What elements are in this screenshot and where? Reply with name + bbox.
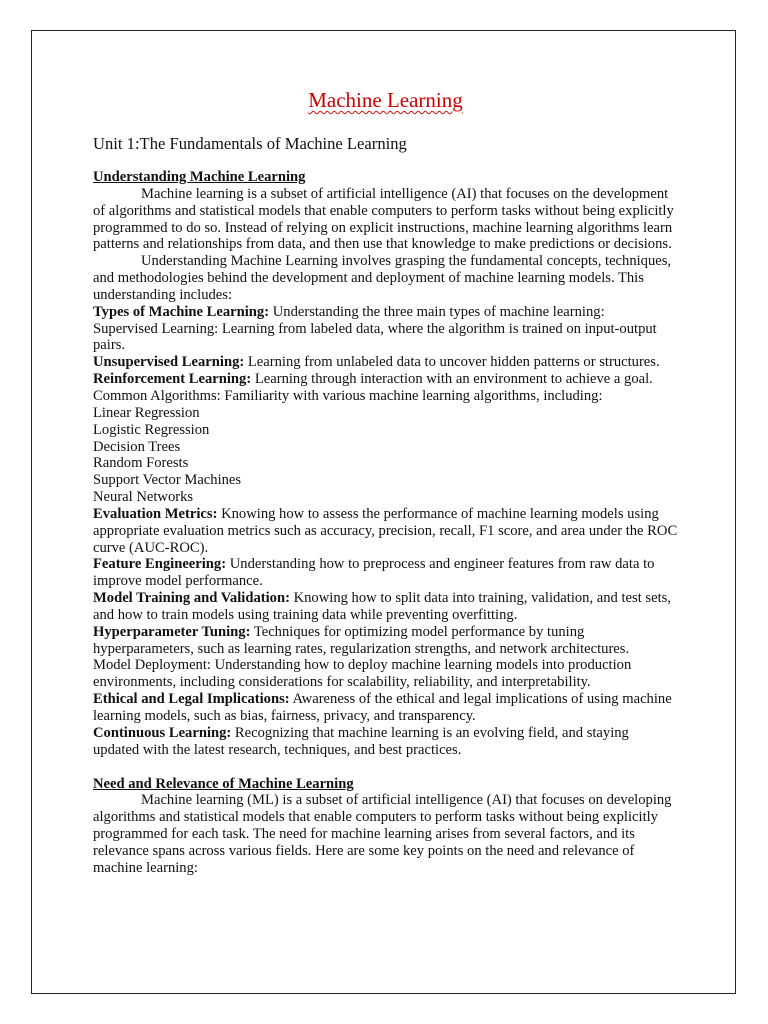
algorithm-item: Support Vector Machines [93, 472, 242, 489]
term-unsupervised: Unsupervised Learning: [93, 354, 245, 371]
algorithm-item: Neural Networks [93, 489, 194, 506]
item-hyperparameter [93, 624, 678, 658]
text-reinforcement: Learning through interaction with an environment to achieve a goal. [251, 371, 653, 388]
item-evaluation-metrics [93, 506, 678, 557]
text-evaluation-metrics: Knowing how to assess the performance of machine learning models using appropriate evaluation metrics such as accuracy, precision, recall, F1 score, and area under the ROC curve (AUC-ROC). [93, 505, 678, 556]
paragraph-need-relevance: Machine learning (ML) is a subset of artificial intelligence (AI) that focuses on developing algorithms and statistical models that enable computers to perform tasks without being explicitly programmed for each task. The need for machine learning arises from several factors, and its relevance spans across various fields. Here are some key points on the need and relevance of machine learning: [93, 792, 672, 876]
text-feature-engineering: Understanding how to preprocess and engineer features from raw data to improve model performance. [93, 556, 655, 590]
item-continuous [93, 725, 678, 759]
text-continuous: Recognizing that machine learning is an evolving field, and staying updated with the latest research, techniques, and best practices. [93, 724, 629, 758]
section-gap [93, 759, 678, 776]
algorithm-item: Random Forests [93, 455, 189, 472]
document-title-text: Machine Learning [308, 88, 463, 112]
document-content [93, 86, 678, 877]
term-ethical: Ethical and Legal Implications: [93, 691, 290, 708]
document-title [93, 86, 678, 114]
algorithm-list [93, 405, 678, 506]
item-ethical [93, 691, 678, 725]
algorithm-item: Decision Trees [93, 438, 181, 455]
term-continuous: Continuous Learning: [93, 724, 232, 741]
unit-title: Unit 1:The Fundamentals of Machine Learning [93, 134, 407, 153]
paragraph-intro: Machine learning is a subset of artificial intelligence (AI) that focuses on the development of algorithms and statistical models that enable computers to perform tasks without being explicitly programmed to do so. Instead of relying on explicit instructions, machine learning algorithms learn patterns and relationships from data, and then use that knowledge to make predictions or decisions. [93, 185, 674, 253]
term-training-validation: Model Training and Validation: [93, 590, 290, 607]
text-hyperparameter: Techniques for optimizing model performance by tuning hyperparameters, such as learning rates, regularization strengths, and network architectures. [93, 623, 630, 657]
item-feature-engineering [93, 556, 678, 590]
text-ethical: Awareness of the ethical and legal implications of using machine learning models, such as bias, fairness, privacy, and transparency. [93, 691, 672, 724]
text-unsupervised: Learning from unlabeled data to uncover hidden patterns or structures. [244, 354, 660, 371]
item-supervised: Supervised Learning: Learning from labeled data, where the algorithm is trained on input-output pairs. [93, 320, 657, 354]
item-training-validation [93, 590, 678, 624]
algorithm-item: Linear Regression [93, 404, 200, 421]
paragraph-understanding: Understanding Machine Learning involves grasping the fundamental concepts, techniques, and methodologies behind the development and deployment of machine learning models. This understanding includes: [93, 253, 672, 303]
term-reinforcement: Reinforcement Learning: [93, 371, 252, 388]
text-types-of-ml: Understanding the three main types of machine learning: [269, 303, 605, 320]
item-types-of-ml [93, 304, 678, 321]
term-types-of-ml: Types of Machine Learning: [93, 303, 270, 320]
term-hyperparameter: Hyperparameter Tuning: [93, 623, 251, 640]
item-deployment: Model Deployment: Understanding how to deploy machine learning models into production environments, including considerations for scalability, reliability, and interpretability. [93, 657, 632, 691]
term-feature-engineering: Feature Engineering: [93, 556, 227, 573]
term-evaluation-metrics: Evaluation Metrics: [93, 505, 218, 522]
item-reinforcement [93, 371, 678, 388]
section-heading-need-relevance: Need and Relevance of Machine Learning [93, 775, 354, 792]
section-heading-understanding: Understanding Machine Learning [93, 169, 306, 185]
item-unsupervised [93, 354, 678, 371]
algorithm-item: Logistic Regression [93, 421, 210, 438]
item-common-algorithms: Common Algorithms: Familiarity with various machine learning algorithms, including: [93, 387, 603, 404]
text-training-validation: Knowing how to split data into training, validation, and test sets, and how to train models using training data while preventing overfitting. [93, 590, 671, 623]
